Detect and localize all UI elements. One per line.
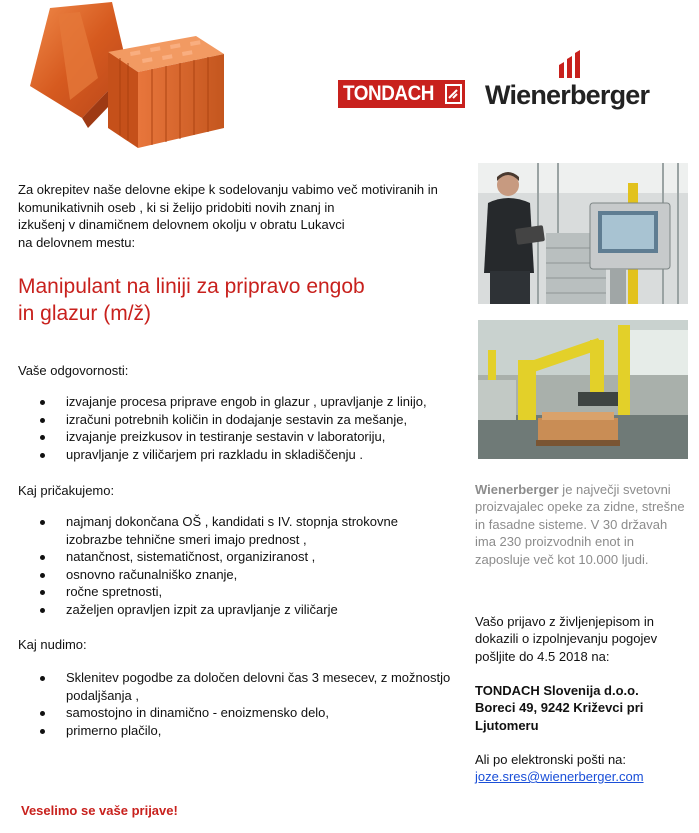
tondach-logo-text: TONDACH <box>343 82 435 105</box>
job-title <box>18 273 458 327</box>
list-item: najmanj dokončana OŠ , kandidati s IV. stopnja strokovne izobrazbe tehnične smeri imajo prednost , <box>0 513 440 548</box>
list-item: ročne spretnosti, <box>0 583 440 601</box>
address-line: TONDACH Slovenija d.o.o. <box>475 683 639 698</box>
photo-robot-palletizing <box>478 320 688 459</box>
wienerberger-logo-text: Wienerberger <box>485 80 650 110</box>
intro-line: komunikativnih oseb , ki si želijo pridobiti novih znanj in <box>18 199 335 215</box>
wienerberger-logo <box>485 78 669 112</box>
list-item: izvajanje procesa priprave engob in glazur , upravljanje z linijo, <box>0 393 460 411</box>
offer-list <box>0 669 470 739</box>
job-title-line: Manipulant na liniji za pripravo engob <box>18 275 365 298</box>
email-intro: Ali po elektronski pošti na: <box>475 752 627 767</box>
wienerberger-bars-icon <box>557 48 587 78</box>
intro-line: Za okrepitev naše delovne ekipe k sodelovanju vabimo več motiviranih in <box>18 182 438 197</box>
list-item: izvajanje preizkusov in testiranje sestavin v laboratoriju, <box>0 428 460 446</box>
offer-heading: Kaj nudimo: <box>18 637 87 652</box>
list-item: natančnost, sistematičnost, organiziranost , <box>0 548 440 566</box>
email-link[interactable]: joze.sres@wienerberger.com <box>475 769 644 784</box>
photo-operator-at-control-panel <box>478 163 688 304</box>
list-item: upravljanje z viličarjem pri razkladu in skladiščenju . <box>0 446 460 464</box>
company-address <box>475 682 690 734</box>
company-about-text: je največji svetovni proizvajalec opeke za zidne, strešne in fasadne sisteme. V 30 državah ima 230 proizvodnih enot in zaposluje več kot 10.000 ljudi. <box>475 482 685 567</box>
list-item: Sklenitev pogodbe za določen delovni čas 3 mesecev, z možnostjo podaljšanja , <box>0 669 470 704</box>
job-title-line: in glazur (m/ž) <box>18 302 152 325</box>
tondach-mark-icon <box>445 84 462 104</box>
intro-paragraph <box>18 181 468 251</box>
intro-line: na delovnem mestu: <box>18 234 136 250</box>
address-line: Boreci 49, 9242 Križevci pri Ljutomeru <box>475 700 644 733</box>
list-item: osnovno računalniško znanje, <box>0 566 440 584</box>
list-item: primerno plačilo, <box>0 722 470 740</box>
list-item: izračuni potrebnih količin in dodajanje sestavin za mešanje, <box>0 411 460 429</box>
responsibilities-heading: Vaše odgovornosti: <box>18 363 129 378</box>
company-about <box>475 481 690 568</box>
product-image-tile-and-brick <box>20 0 230 150</box>
responsibilities-list <box>0 393 460 463</box>
company-name: Wienerberger <box>475 482 559 497</box>
closing-text: Veselimo se vaše prijave! <box>21 803 178 818</box>
list-item: samostojno in dinamično - enoizmensko delo, <box>0 704 470 722</box>
tondach-logo <box>338 80 465 108</box>
list-item: zaželjen opravljen izpit za upravljanje z viličarje <box>0 601 440 619</box>
expectations-heading: Kaj pričakujemo: <box>18 483 115 498</box>
intro-line: izkušenj v dinamičnem delovnem okolju v obratu Lukavci <box>18 217 345 232</box>
apply-instructions: Vašo prijavo z življenjepisom in dokazili o izpolnjevanju pogojev pošljite do 4.5 2018 na: <box>475 614 658 664</box>
expectations-list <box>0 513 440 619</box>
